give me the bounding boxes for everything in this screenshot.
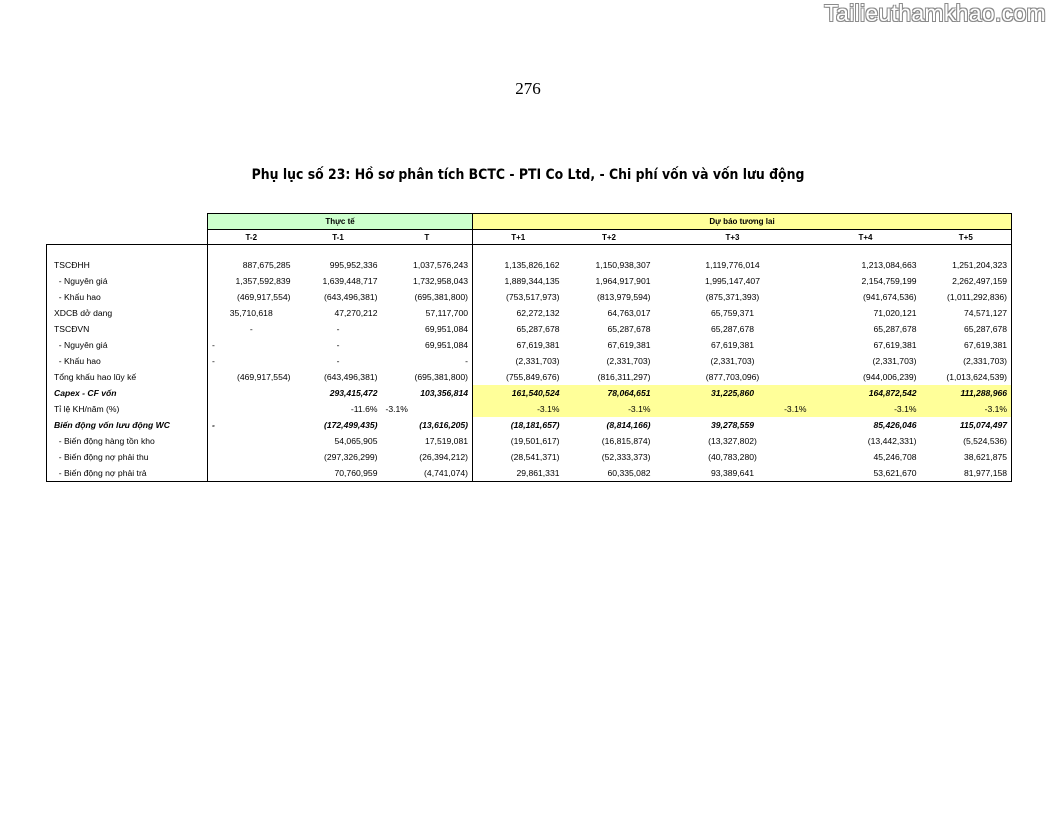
- table-row: [47, 321, 1012, 337]
- page-title: Phụ lục số 23: Hồ sơ phân tích BCTC - PTI Co Ltd, - Chi phí vốn và vốn lưu động: [251, 167, 805, 183]
- cell: [208, 433, 295, 449]
- cell: [208, 449, 295, 465]
- cell: [208, 465, 295, 482]
- financial-table: [46, 213, 1012, 482]
- cell: (816,311,297): [597, 372, 651, 382]
- cell: -3.1%: [564, 401, 655, 417]
- cell: (5,524,536): [921, 433, 1012, 449]
- cell: 67,619,381: [873, 340, 917, 350]
- header-actual: Thực tế: [208, 214, 473, 230]
- cell: 1,889,344,135: [504, 276, 560, 286]
- cell: -: [336, 324, 340, 334]
- cell: 45,246,708: [873, 452, 917, 462]
- cell: 53,621,670: [811, 465, 921, 482]
- table-row: [47, 417, 1012, 433]
- cell: (1,011,292,836): [921, 289, 1012, 305]
- cell: 1,964,917,901: [595, 276, 651, 286]
- cell: 85,426,046: [873, 420, 917, 430]
- cell: 67,619,381: [516, 340, 560, 350]
- row-label: Tỉ lệ KH/năm (%): [47, 401, 208, 417]
- cell: 103,356,814: [382, 385, 473, 401]
- header-year-row: [47, 230, 1012, 245]
- cell: 293,415,472: [329, 388, 378, 398]
- cell: 1,150,938,307: [595, 260, 651, 270]
- year-header: T+2: [564, 230, 655, 245]
- cell: -: [249, 324, 253, 334]
- cell: (19,501,617): [510, 436, 560, 446]
- cell: (755,849,676): [506, 372, 560, 382]
- cell: (40,783,280): [708, 452, 757, 462]
- cell: (8,814,166): [606, 420, 651, 430]
- cell: 1,732,958,043: [382, 273, 473, 289]
- cell: 38,621,875: [921, 449, 1012, 465]
- cell: (26,394,212): [382, 449, 473, 465]
- table-row: [47, 337, 1012, 353]
- table-row: [47, 433, 1012, 449]
- year-header: T+3: [655, 230, 811, 245]
- cell: (13,616,205): [382, 417, 473, 433]
- cell: (695,381,800): [382, 289, 473, 305]
- page-number: 276: [515, 79, 541, 98]
- cell: 887,675,285: [242, 260, 291, 270]
- cell: 17,519,081: [382, 433, 473, 449]
- year-header: T: [382, 230, 473, 245]
- cell: 60,335,082: [564, 465, 655, 482]
- year-header: T+5: [921, 230, 1012, 245]
- cell: 71,020,121: [873, 308, 917, 318]
- table-row: [47, 305, 1012, 321]
- table-row: [47, 449, 1012, 465]
- table-row: [47, 273, 1012, 289]
- cell: 161,540,524: [473, 385, 564, 401]
- row-label: - Biến động nợ phải thu: [47, 449, 208, 465]
- cell: 78,064,651: [564, 385, 655, 401]
- cell: 67,619,381: [607, 340, 651, 350]
- cell: 35,710,618: [229, 308, 273, 318]
- cell: (2,331,703): [921, 353, 1012, 369]
- cell: 1,037,576,243: [382, 257, 473, 273]
- cell: (695,381,800): [382, 369, 473, 385]
- year-header: T-1: [295, 230, 382, 245]
- cell: (753,517,973): [506, 292, 560, 302]
- row-label: Tổng khấu hao lũy kế: [47, 369, 208, 385]
- cell: 69,951,084: [382, 337, 473, 353]
- cell: -3.1%: [921, 401, 1012, 417]
- cell: 62,272,132: [516, 308, 560, 318]
- cell: 65,287,678: [873, 324, 917, 334]
- cell: (875,371,393): [705, 292, 760, 302]
- table-row: [47, 353, 1012, 369]
- table-row: [47, 385, 1012, 401]
- cell: 111,288,966: [921, 385, 1012, 401]
- cell: -: [336, 356, 340, 366]
- cell: 81,977,158: [921, 465, 1012, 482]
- cell: -: [212, 356, 215, 366]
- cell: 65,287,678: [921, 321, 1012, 337]
- year-header: T+4: [811, 230, 921, 245]
- cell: (941,674,536): [863, 292, 917, 302]
- cell: 1,357,592,839: [235, 276, 291, 286]
- row-label: XDCB dở dang: [47, 305, 208, 321]
- cell: -: [212, 340, 215, 350]
- cell: 69,951,084: [382, 321, 473, 337]
- header-forecast: Dự báo tương lai: [473, 214, 1012, 230]
- year-header: T-2: [208, 230, 295, 245]
- cell: 164,872,542: [811, 385, 921, 401]
- row-label: - Biến động nợ phải trả: [47, 465, 208, 482]
- cell: 1,135,826,162: [504, 260, 560, 270]
- row-label: - Biến động hàng tồn kho: [47, 433, 208, 449]
- row-label: Capex - CF vốn: [47, 385, 208, 401]
- row-label: TSCĐHH: [47, 257, 208, 273]
- table-row: [47, 257, 1012, 273]
- cell: -3.1%: [721, 401, 811, 417]
- cell: (13,442,331): [867, 436, 917, 446]
- cell: 57,117,700: [382, 305, 473, 321]
- cell: -: [336, 340, 340, 350]
- cell: 39,278,559: [711, 420, 755, 430]
- cell: -3.1%: [473, 401, 564, 417]
- cell: (944,006,239): [863, 372, 917, 382]
- cell: (28,541,371): [510, 452, 560, 462]
- row-label: Biến động vốn lưu động WC: [47, 417, 208, 433]
- cell: 67,619,381: [711, 340, 755, 350]
- cell: 29,861,331: [473, 465, 564, 482]
- cell: -3.1%: [382, 401, 473, 417]
- cell: -3.1%: [811, 401, 921, 417]
- cell: 67,619,381: [921, 337, 1012, 353]
- cell: [208, 401, 295, 417]
- cell: (13,327,802): [708, 436, 757, 446]
- cell: (469,917,554): [236, 372, 291, 382]
- cell: (2,331,703): [515, 356, 560, 366]
- cell: (52,333,373): [601, 452, 651, 462]
- row-label: - Khấu hao: [47, 353, 208, 369]
- cell: 65,287,678: [607, 324, 651, 334]
- cell: 1,119,776,014: [705, 260, 760, 270]
- cell: 93,389,641: [655, 465, 811, 482]
- cell: (643,496,381): [323, 372, 378, 382]
- cell: [208, 385, 295, 401]
- cell: 1,251,204,323: [921, 257, 1012, 273]
- cell: (813,979,594): [597, 292, 651, 302]
- row-label: - Khấu hao: [47, 289, 208, 305]
- cell: (4,741,074): [382, 465, 473, 482]
- cell: (16,815,874): [601, 436, 651, 446]
- cell: (643,496,381): [323, 292, 378, 302]
- cell: 1,995,147,407: [705, 276, 760, 286]
- row-label: TSCĐVN: [47, 321, 208, 337]
- cell: -: [382, 353, 473, 369]
- cell: (1,013,624,539): [921, 369, 1012, 385]
- cell: 65,287,678: [711, 324, 755, 334]
- cell: 47,270,212: [334, 308, 378, 318]
- cell: (18,181,657): [510, 420, 560, 430]
- cell: 54,065,905: [334, 436, 378, 446]
- cell: (2,331,703): [606, 356, 651, 366]
- cell: (469,917,554): [236, 292, 291, 302]
- cell: 1,213,084,663: [861, 260, 917, 270]
- cell: 74,571,127: [921, 305, 1012, 321]
- cell: 70,760,959: [295, 465, 382, 482]
- header-group-row: [47, 214, 1012, 230]
- cell: 2,154,759,199: [861, 276, 917, 286]
- cell: -11.6%: [350, 404, 378, 414]
- cell: 995,952,336: [329, 260, 378, 270]
- cell: 31,225,860: [655, 385, 811, 401]
- table-row: [47, 289, 1012, 305]
- cell: 65,759,371: [711, 308, 755, 318]
- cell: (2,331,703): [872, 356, 917, 366]
- year-header: T+1: [473, 230, 564, 245]
- row-label: - Nguyên giá: [47, 273, 208, 289]
- cell: (2,331,703): [710, 356, 755, 366]
- cell: (877,703,096): [705, 372, 760, 382]
- table-row: [47, 401, 1012, 417]
- row-label: - Nguyên giá: [47, 337, 208, 353]
- cell: 1,639,448,717: [322, 276, 378, 286]
- watermark: Tailieuthamkhao.com: [824, 0, 1046, 26]
- cell: (172,499,435): [323, 420, 378, 430]
- cell: 65,287,678: [516, 324, 560, 334]
- cell: 64,763,017: [607, 308, 651, 318]
- cell: [655, 401, 721, 417]
- table-row: [47, 465, 1012, 482]
- cell: (297,326,299): [323, 452, 378, 462]
- cell: 115,074,497: [921, 417, 1012, 433]
- cell: -: [212, 420, 215, 430]
- cell: 2,262,497,159: [921, 273, 1012, 289]
- table-row: [47, 369, 1012, 385]
